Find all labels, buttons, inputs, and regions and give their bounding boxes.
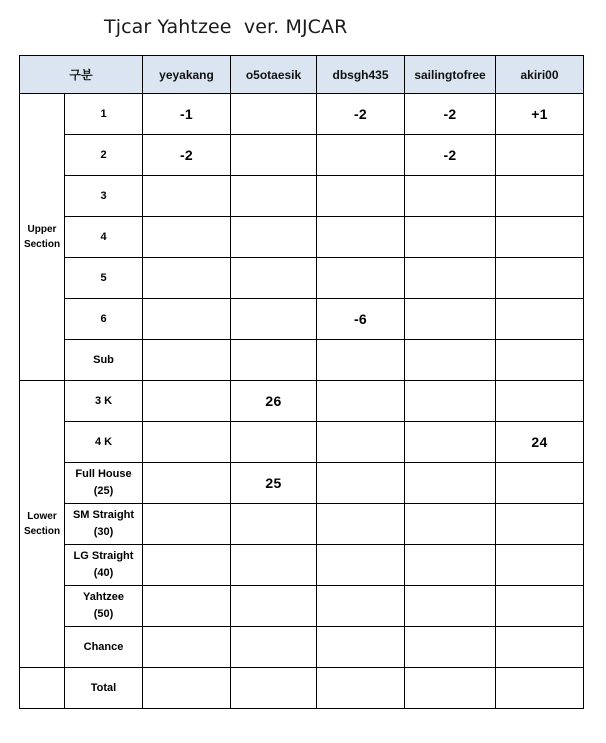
total-section-cell <box>20 668 65 709</box>
score-cell <box>317 217 405 258</box>
category-label-line: Yahtzee <box>83 591 124 603</box>
score-cell: +1 <box>496 94 584 135</box>
score-row <box>20 463 584 504</box>
score-cell <box>405 627 496 668</box>
score-cell: 26 <box>231 381 317 422</box>
score-cell: -1 <box>143 94 231 135</box>
category-label <box>65 94 143 135</box>
upper-section-label <box>20 94 65 381</box>
player-header: sailingtofree <box>405 56 496 94</box>
score-row <box>20 627 584 668</box>
score-cell <box>231 504 317 545</box>
score-cell <box>405 545 496 586</box>
category-label <box>65 545 143 586</box>
section-label-line: Upper <box>27 224 57 235</box>
score-cell <box>143 258 231 299</box>
section-label-line: Section <box>23 239 61 250</box>
score-cell <box>143 668 231 709</box>
score-row <box>20 668 584 709</box>
score-cell <box>143 463 231 504</box>
category-label <box>65 217 143 258</box>
score-cell <box>231 422 317 463</box>
score-row <box>20 545 584 586</box>
score-cell <box>317 258 405 299</box>
score-row <box>20 176 584 217</box>
category-label-line: 6 <box>100 312 107 325</box>
score-cell <box>231 176 317 217</box>
score-row <box>20 422 584 463</box>
section-label-line: Section <box>23 526 61 537</box>
score-cell <box>405 258 496 299</box>
score-cell <box>143 586 231 627</box>
player-header: o5otaesik <box>231 56 317 94</box>
score-row <box>20 340 584 381</box>
category-label-line: 3 <box>100 189 107 202</box>
score-cell <box>231 627 317 668</box>
score-cell <box>317 627 405 668</box>
category-label-line: (50) <box>93 608 114 620</box>
score-cell <box>143 381 231 422</box>
score-table <box>19 55 584 709</box>
category-label <box>65 504 143 545</box>
score-cell <box>496 217 584 258</box>
score-row <box>20 135 584 176</box>
score-cell <box>496 586 584 627</box>
score-cell <box>143 340 231 381</box>
score-cell <box>231 586 317 627</box>
player-header: yeyakang <box>143 56 231 94</box>
category-label <box>65 340 143 381</box>
category-label <box>65 463 143 504</box>
score-cell <box>496 504 584 545</box>
section-label-line: Lower <box>27 511 57 522</box>
score-cell <box>231 340 317 381</box>
score-cell <box>317 463 405 504</box>
score-cell: -6 <box>317 299 405 340</box>
category-label-line: SM Straight <box>72 509 135 521</box>
score-cell <box>405 586 496 627</box>
score-row <box>20 258 584 299</box>
score-row <box>20 299 584 340</box>
category-label-line: Full House <box>75 468 132 480</box>
category-label <box>65 381 143 422</box>
category-label <box>65 299 143 340</box>
category-label-line: 1 <box>100 107 107 120</box>
category-label-line: Total <box>90 681 117 694</box>
score-cell <box>496 258 584 299</box>
score-cell <box>496 463 584 504</box>
score-cell <box>405 504 496 545</box>
score-cell <box>496 299 584 340</box>
score-cell: -2 <box>405 135 496 176</box>
category-label <box>65 668 143 709</box>
score-cell: -2 <box>143 135 231 176</box>
score-cell <box>317 504 405 545</box>
lower-section-label <box>20 381 65 668</box>
category-label-line: (25) <box>93 485 114 497</box>
score-row <box>20 586 584 627</box>
score-cell <box>317 422 405 463</box>
score-cell <box>405 381 496 422</box>
score-row <box>20 504 584 545</box>
score-cell <box>317 135 405 176</box>
score-cell <box>231 668 317 709</box>
category-label-line: 2 <box>100 148 107 161</box>
category-label-line: Chance <box>83 640 124 653</box>
score-cell <box>231 299 317 340</box>
score-cell: 24 <box>496 422 584 463</box>
score-cell: 25 <box>231 463 317 504</box>
category-label-line: Sub <box>93 353 114 366</box>
category-label-line: (30) <box>93 526 114 538</box>
score-cell <box>496 340 584 381</box>
category-label-line: 4 K <box>94 435 113 448</box>
category-label-line: 3 K <box>94 394 113 407</box>
score-cell <box>405 176 496 217</box>
score-row <box>20 94 584 135</box>
score-cell <box>317 176 405 217</box>
score-cell <box>317 586 405 627</box>
score-cell <box>496 545 584 586</box>
score-cell <box>405 340 496 381</box>
score-cell <box>317 668 405 709</box>
score-cell <box>317 545 405 586</box>
score-cell <box>143 504 231 545</box>
score-cell <box>405 299 496 340</box>
score-cell <box>496 176 584 217</box>
score-cell <box>317 340 405 381</box>
category-label <box>65 627 143 668</box>
score-cell <box>143 422 231 463</box>
score-cell <box>405 422 496 463</box>
score-cell <box>317 381 405 422</box>
category-label-line: 5 <box>100 271 107 284</box>
score-cell <box>496 668 584 709</box>
score-row <box>20 217 584 258</box>
score-cell <box>231 135 317 176</box>
score-cell <box>496 135 584 176</box>
player-header: dbsgh435 <box>317 56 405 94</box>
score-cell <box>496 627 584 668</box>
score-cell: -2 <box>405 94 496 135</box>
score-cell <box>405 463 496 504</box>
score-cell <box>405 217 496 258</box>
header-row <box>20 56 584 94</box>
category-label <box>65 586 143 627</box>
header-category: 구분 <box>20 56 143 94</box>
category-label <box>65 422 143 463</box>
score-cell <box>143 299 231 340</box>
score-cell <box>231 258 317 299</box>
category-label-line: (40) <box>93 567 114 579</box>
score-cell <box>143 176 231 217</box>
score-cell <box>231 545 317 586</box>
score-cell <box>231 94 317 135</box>
score-cell <box>143 545 231 586</box>
player-header: akiri00 <box>496 56 584 94</box>
score-row <box>20 381 584 422</box>
score-cell: -2 <box>317 94 405 135</box>
score-cell <box>231 217 317 258</box>
score-cell <box>496 381 584 422</box>
score-cell <box>143 217 231 258</box>
category-label <box>65 258 143 299</box>
category-label <box>65 135 143 176</box>
document-title: Tjcar Yahtzee ver. MJCAR <box>104 16 348 38</box>
score-cell <box>143 627 231 668</box>
category-label <box>65 176 143 217</box>
category-label-line: LG Straight <box>73 550 134 562</box>
score-cell <box>405 668 496 709</box>
category-label-line: 4 <box>100 230 107 243</box>
